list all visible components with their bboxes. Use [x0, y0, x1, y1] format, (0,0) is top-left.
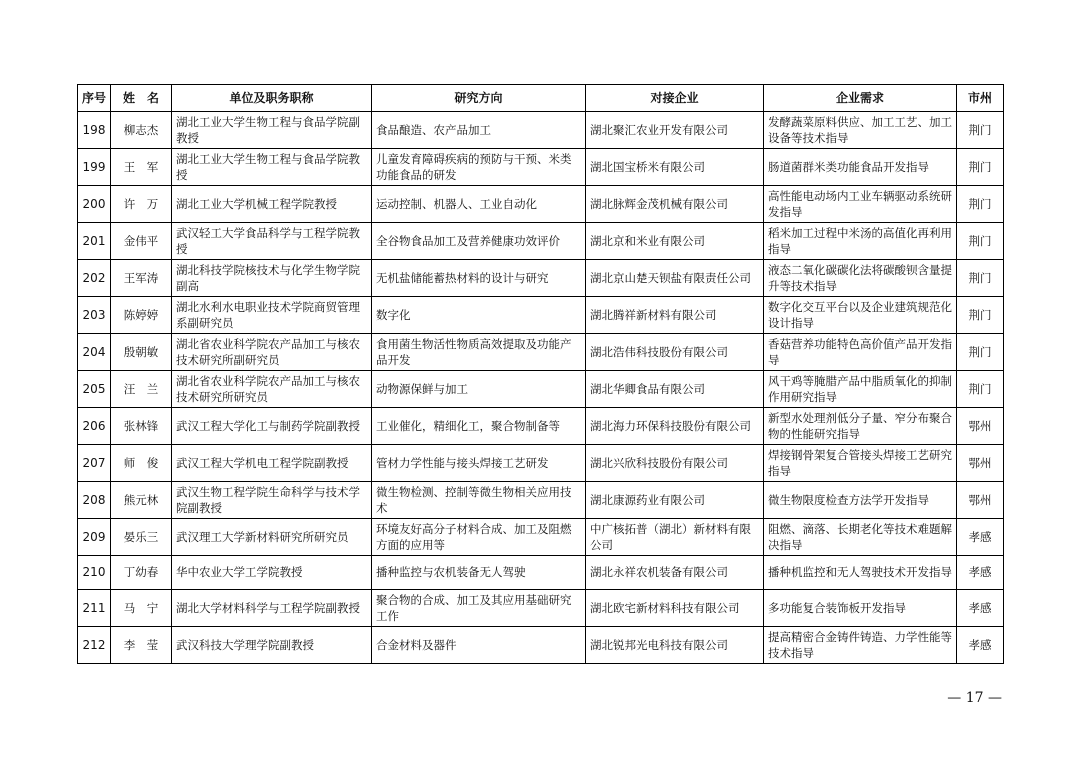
- cell-company-needs: 播种机监控和无人驾驶技术开发指导: [764, 556, 957, 590]
- table-row: [78, 589, 1004, 626]
- cell-city: 鄂州: [957, 482, 1004, 519]
- cell-serial: 199: [78, 149, 111, 186]
- table-row: [78, 519, 1004, 556]
- table-row: [78, 408, 1004, 445]
- cell-company-needs: 风干鸡等腌腊产品中脂质氧化的抑制作用研究指导: [764, 371, 957, 408]
- cell-serial: 200: [78, 186, 111, 223]
- cell-name: 熊元林: [111, 482, 172, 519]
- cell-city: 孝感: [957, 589, 1004, 626]
- cell-company-needs: 高性能电动场内工业车辆驱动系统研发指导: [764, 186, 957, 223]
- cell-city: 荆门: [957, 149, 1004, 186]
- cell-research-direction: 工业催化，精细化工，聚合物制备等: [372, 408, 586, 445]
- cell-partner-company: 湖北锐邦光电科技有限公司: [586, 626, 764, 663]
- cell-research-direction: 无机盐储能蓄热材料的设计与研究: [372, 260, 586, 297]
- cell-city: 荆门: [957, 112, 1004, 149]
- cell-serial: 210: [78, 556, 111, 590]
- cell-research-direction: 合金材料及器件: [372, 626, 586, 663]
- cell-unit-title: 湖北省农业科学院农产品加工与核农技术研究所副研究员: [172, 334, 372, 371]
- cell-company-needs: 焊接钢骨架复合管接头焊接工艺研究指导: [764, 445, 957, 482]
- expert-matching-table: [77, 84, 1004, 664]
- cell-partner-company: 湖北腾祥新材料有限公司: [586, 297, 764, 334]
- cell-serial: 198: [78, 112, 111, 149]
- cell-city: 鄂州: [957, 445, 1004, 482]
- cell-unit-title: 华中农业大学工学院教授: [172, 556, 372, 590]
- header-name: 姓 名: [111, 85, 172, 112]
- cell-unit-title: 湖北水利水电职业技术学院商贸管理系副研究员: [172, 297, 372, 334]
- cell-partner-company: 湖北永祥农机装备有限公司: [586, 556, 764, 590]
- cell-company-needs: 稻米加工过程中米汤的高值化再利用指导: [764, 223, 957, 260]
- cell-company-needs: 微生物限度检查方法学开发指导: [764, 482, 957, 519]
- cell-name: 李 莹: [111, 626, 172, 663]
- cell-research-direction: 聚合物的合成、加工及其应用基础研究工作: [372, 589, 586, 626]
- cell-research-direction: 动物源保鲜与加工: [372, 371, 586, 408]
- cell-partner-company: 中广核拓普（湖北）新材料有限公司: [586, 519, 764, 556]
- table-row: [78, 445, 1004, 482]
- cell-research-direction: 全谷物食品加工及营养健康功效评价: [372, 223, 586, 260]
- cell-unit-title: 武汉轻工大学食品科学与工程学院教授: [172, 223, 372, 260]
- cell-serial: 206: [78, 408, 111, 445]
- table-header-row: [78, 85, 1004, 112]
- cell-research-direction: 食品酿造、农产品加工: [372, 112, 586, 149]
- cell-company-needs: 液态二氧化碳碳化法将碳酸钡含量提升等技术指导: [764, 260, 957, 297]
- cell-name: 王 军: [111, 149, 172, 186]
- cell-serial: 211: [78, 589, 111, 626]
- cell-city: 荆门: [957, 223, 1004, 260]
- cell-company-needs: 提高精密合金铸件铸造、力学性能等技术指导: [764, 626, 957, 663]
- cell-unit-title: 湖北大学材料科学与工程学院副教授: [172, 589, 372, 626]
- page-number: — 17 —: [947, 690, 1002, 706]
- cell-name: 张林锋: [111, 408, 172, 445]
- cell-partner-company: 湖北国宝桥米有限公司: [586, 149, 764, 186]
- cell-unit-title: 湖北工业大学生物工程与食品学院副教授: [172, 112, 372, 149]
- cell-research-direction: 环境友好高分子材料合成、加工及阻燃方面的应用等: [372, 519, 586, 556]
- cell-partner-company: 湖北浩伟科技股份有限公司: [586, 334, 764, 371]
- table-row: [78, 186, 1004, 223]
- cell-research-direction: 儿童发育障碍疾病的预防与干预、米类功能食品的研发: [372, 149, 586, 186]
- header-company-needs: 企业需求: [764, 85, 957, 112]
- cell-city: 荆门: [957, 297, 1004, 334]
- cell-research-direction: 食用菌生物活性物质高效提取及功能产品开发: [372, 334, 586, 371]
- cell-unit-title: 武汉理工大学新材料研究所研究员: [172, 519, 372, 556]
- cell-company-needs: 数字化交互平台以及企业建筑规范化设计指导: [764, 297, 957, 334]
- cell-serial: 208: [78, 482, 111, 519]
- cell-city: 鄂州: [957, 408, 1004, 445]
- cell-serial: 203: [78, 297, 111, 334]
- cell-serial: 205: [78, 371, 111, 408]
- cell-company-needs: 发酵蔬菜原料供应、加工工艺、加工设备等技术指导: [764, 112, 957, 149]
- cell-partner-company: 湖北聚汇农业开发有限公司: [586, 112, 764, 149]
- cell-city: 孝感: [957, 519, 1004, 556]
- cell-research-direction: 微生物检测、控制等微生物相关应用技术: [372, 482, 586, 519]
- cell-city: 孝感: [957, 626, 1004, 663]
- cell-research-direction: 播种监控与农机装备无人驾驶: [372, 556, 586, 590]
- table-row: [78, 260, 1004, 297]
- cell-name: 陈婷婷: [111, 297, 172, 334]
- cell-serial: 212: [78, 626, 111, 663]
- table-row: [78, 626, 1004, 663]
- cell-city: 荆门: [957, 186, 1004, 223]
- cell-partner-company: 湖北华卿食品有限公司: [586, 371, 764, 408]
- header-research-direction: 研究方向: [372, 85, 586, 112]
- table-row: [78, 371, 1004, 408]
- cell-name: 殷朝敏: [111, 334, 172, 371]
- cell-partner-company: 湖北兴欣科技股份有限公司: [586, 445, 764, 482]
- table-row: [78, 482, 1004, 519]
- cell-name: 马 宁: [111, 589, 172, 626]
- cell-unit-title: 武汉科技大学理学院副教授: [172, 626, 372, 663]
- cell-city: 荆门: [957, 334, 1004, 371]
- header-city: 市州: [957, 85, 1004, 112]
- document-table-container: [77, 84, 1003, 664]
- cell-research-direction: 运动控制、机器人、工业自动化: [372, 186, 586, 223]
- cell-company-needs: 新型水处理剂低分子量、窄分布聚合物的性能研究指导: [764, 408, 957, 445]
- cell-partner-company: 湖北海力环保科技股份有限公司: [586, 408, 764, 445]
- table-row: [78, 334, 1004, 371]
- cell-company-needs: 阻燃、滴落、长期老化等技术难题解决指导: [764, 519, 957, 556]
- table-row: [78, 556, 1004, 590]
- cell-unit-title: 湖北科技学院核技术与化学生物学院副高: [172, 260, 372, 297]
- cell-serial: 204: [78, 334, 111, 371]
- table-row: [78, 112, 1004, 149]
- cell-research-direction: 数字化: [372, 297, 586, 334]
- cell-unit-title: 湖北工业大学机械工程学院教授: [172, 186, 372, 223]
- cell-partner-company: 湖北京和米业有限公司: [586, 223, 764, 260]
- cell-serial: 202: [78, 260, 111, 297]
- cell-unit-title: 武汉工程大学机电工程学院副教授: [172, 445, 372, 482]
- cell-company-needs: 多功能复合装饰板开发指导: [764, 589, 957, 626]
- cell-partner-company: 湖北京山楚天钡盐有限责任公司: [586, 260, 764, 297]
- cell-city: 荆门: [957, 371, 1004, 408]
- cell-serial: 207: [78, 445, 111, 482]
- table-row: [78, 223, 1004, 260]
- cell-partner-company: 湖北脉辉金茂机械有限公司: [586, 186, 764, 223]
- cell-research-direction: 管材力学性能与接头焊接工艺研发: [372, 445, 586, 482]
- header-serial: 序号: [78, 85, 111, 112]
- cell-city: 孝感: [957, 556, 1004, 590]
- cell-unit-title: 湖北工业大学生物工程与食品学院教授: [172, 149, 372, 186]
- cell-partner-company: 湖北欧宅新材料科技有限公司: [586, 589, 764, 626]
- cell-name: 师 俊: [111, 445, 172, 482]
- cell-name: 金伟平: [111, 223, 172, 260]
- cell-city: 荆门: [957, 260, 1004, 297]
- cell-serial: 201: [78, 223, 111, 260]
- cell-unit-title: 湖北省农业科学院农产品加工与核农技术研究所研究员: [172, 371, 372, 408]
- cell-name: 汪 兰: [111, 371, 172, 408]
- cell-unit-title: 武汉工程大学化工与制药学院副教授: [172, 408, 372, 445]
- cell-name: 王军涛: [111, 260, 172, 297]
- cell-serial: 209: [78, 519, 111, 556]
- cell-name: 丁幼春: [111, 556, 172, 590]
- cell-name: 许 万: [111, 186, 172, 223]
- header-partner-company: 对接企业: [586, 85, 764, 112]
- cell-company-needs: 香菇营养功能特色高价值产品开发指导: [764, 334, 957, 371]
- cell-name: 晏乐三: [111, 519, 172, 556]
- header-unit-title: 单位及职务职称: [172, 85, 372, 112]
- table-body: [78, 112, 1004, 664]
- cell-partner-company: 湖北康源药业有限公司: [586, 482, 764, 519]
- cell-unit-title: 武汉生物工程学院生命科学与技术学院副教授: [172, 482, 372, 519]
- table-row: [78, 297, 1004, 334]
- cell-company-needs: 肠道菌群米类功能食品开发指导: [764, 149, 957, 186]
- table-row: [78, 149, 1004, 186]
- cell-name: 柳志杰: [111, 112, 172, 149]
